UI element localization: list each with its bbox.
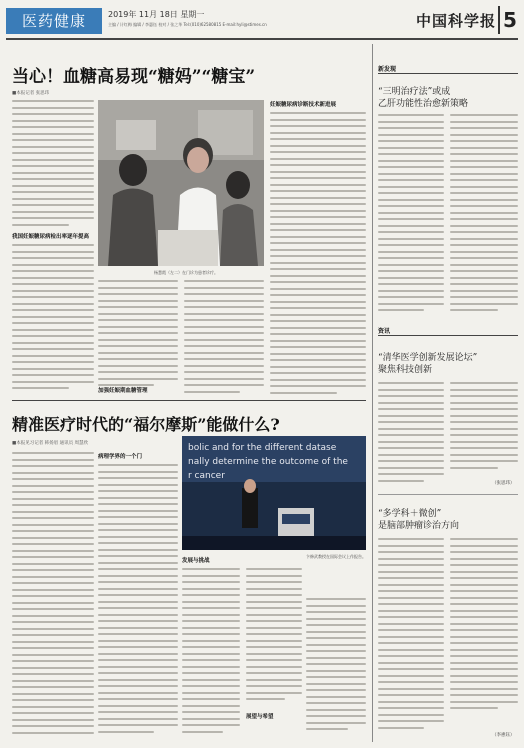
article1-subhead-c: 加强妊娠期血糖管理 xyxy=(98,388,148,394)
sidebar-headline-2: “清华医学创新发展论坛” 聚焦科技创新 xyxy=(378,353,478,375)
article-separator xyxy=(12,400,366,401)
article1-subhead-a: 我国妊娠糖尿病检出率逐年提高 xyxy=(12,234,90,240)
article1-text-col1b xyxy=(12,244,94,394)
article2-text-col4 xyxy=(246,568,302,708)
article1-text-col2 xyxy=(98,280,178,390)
article2-text-col3 xyxy=(182,568,240,738)
sidebar-rule-1 xyxy=(378,73,518,74)
sidebar-headline-1: “三明治疗法”或成 乙肝功能性治愈新策略 xyxy=(378,87,469,109)
sidebar-section-new-discovery: 新发现 xyxy=(378,66,397,73)
article2-photo-caption: 卞修武教授在国际会议上作报告。 xyxy=(306,554,366,559)
sidebar-text-3b xyxy=(450,538,518,726)
article1-text-col3 xyxy=(184,280,264,394)
svg-text:bolic and for the different da: bolic and for the different datase xyxy=(188,443,337,453)
sidebar-text-2a xyxy=(378,382,444,488)
sidebar-rule-3 xyxy=(378,494,518,495)
article2-photo-caption-box xyxy=(306,554,366,594)
sidebar-author-2: （张思玮） xyxy=(492,481,515,486)
article2-text-col2 xyxy=(98,464,178,738)
sidebar-rule-2 xyxy=(378,335,518,336)
sidebar-author-3: （李惠钰） xyxy=(492,733,515,738)
article2-byline: ■本报见习记者 韩扬眉 通讯员 周慧欣 xyxy=(12,441,89,446)
article2-photo xyxy=(182,436,366,550)
sidebar-text-1b xyxy=(450,114,518,318)
article2-title: 精准医疗时代的“福尔摩斯”能做什么? xyxy=(12,415,280,434)
article1-photo-caption: 杨慧霞（左二）在门诊为患者诊疗。 xyxy=(154,270,218,275)
article2-text-col1 xyxy=(12,452,94,738)
masthead xyxy=(0,0,524,40)
section-label: 医药健康 xyxy=(6,8,102,34)
article1-title: 当心！血糖高易现“糖妈”“糖宝” xyxy=(12,67,256,87)
article1-text-col4 xyxy=(270,112,366,394)
masthead-rule xyxy=(6,38,518,40)
article2-text-col5 xyxy=(306,598,366,738)
newspaper-logo: 中国科学报 xyxy=(416,12,497,30)
sidebar-section-news: 资讯 xyxy=(378,328,391,335)
column-divider xyxy=(372,44,373,742)
article2-subhead-c: 展望与希望 xyxy=(246,714,274,720)
article2-subhead-a: 病理学界的一个门 xyxy=(98,454,143,460)
article1-text-col1 xyxy=(12,100,94,228)
sidebar-text-1a xyxy=(378,114,444,318)
article1-byline: ■本报记者 张思玮 xyxy=(12,91,50,96)
svg-text:nally determine the outcome of: nally determine the outcome of the xyxy=(188,457,348,467)
sidebar-text-3a xyxy=(378,538,444,738)
svg-text:r cancer: r cancer xyxy=(188,471,225,481)
dateline: 2019年 11月 18日 星期一 xyxy=(108,10,205,19)
article1-subhead-b: 妊娠糖尿病诊断技术新进展 xyxy=(270,102,337,108)
article2-subhead-b: 发展与挑战 xyxy=(182,558,210,564)
editor-credits: 主编 / 计红梅 编辑 / 李惠钰 校对 / 张之华 Tel:(010)62580815 E-mail:hyli@stimes.cn xyxy=(108,22,267,27)
page-number: 5 xyxy=(498,6,520,34)
article1-photo xyxy=(98,100,264,266)
sidebar-text-2b xyxy=(450,382,518,478)
sidebar-headline-3: “多学科＋微创” 是脑部肿瘤诊治方向 xyxy=(378,509,460,531)
